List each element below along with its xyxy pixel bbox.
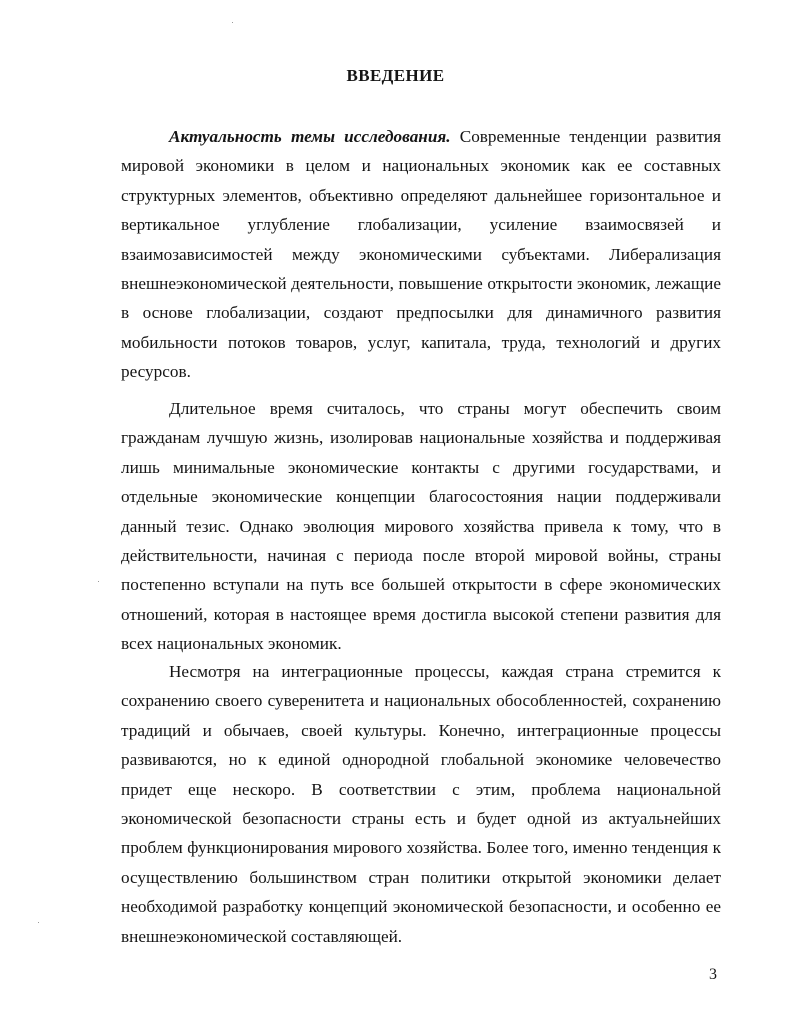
paragraph-security [121, 657, 721, 951]
paragraph-text: Несмотря на интеграционные процессы, каждая страна стремится к сохранению своего суверенитета и национальных обособленностей, сохранению традиций и обычаев, своей культуры. Конечно, интеграционные процессы развиваются, но к единой однородной глобальной экономике человечество придет еще нескоро. В соответствии с этим, проблема национальной экономической безопасности страны есть и будет одной из актуальнейших проблем функционирования мирового хозяйства. Более того, именно тенденция к осуществлению большинством стран политики открытой экономики делает необходимой разработку концепций экономической безопасности, и особенно ее внешнеэкономической составляющей. [121, 662, 721, 946]
scan-speck [98, 581, 99, 582]
paragraph-text: Современные тенденции развития мировой экономики в целом и национальных экономик как ее составных структурных элементов, объективно определяют дальнейшее горизонтальное и вертикальное углубление глобализации, усиление взаимосвязей и взаимозависимостей между экономическими субъектами. Либерализация внешнеэкономической деятельности, повышение открытости экономик, лежащие в основе глобализации, создают предпосылки для динамичного развития мобильности потоков товаров, услуг, капитала, труда, технологий и других ресурсов. [121, 127, 721, 382]
paragraph-relevance [121, 122, 721, 387]
paragraph-openness [121, 394, 721, 659]
page-number: 3 [709, 966, 717, 983]
paragraph-text: Длительное время считалось, что страны могут обеспечить своим гражданам лучшую жизнь, изолировав национальные хозяйства и поддерживая лишь минимальные экономические контакты с другими государствами, и отдельные экономические концепции благосостояния нации поддерживали данный тезис. Однако эволюция мирового хозяйства привела к тому, что в действительности, начиная с периода после второй мировой войны, страны постепенно вступали на путь все большей открытости в сфере экономических отношений, которая в настоящее время достигла высокой степени развития для всех национальных экономик. [121, 399, 721, 654]
scan-speck [232, 22, 233, 23]
scan-speck [38, 922, 39, 923]
page-heading: ВВЕДЕНИЕ [346, 66, 445, 85]
paragraph-lead: Актуальность темы исследования. [169, 127, 451, 146]
